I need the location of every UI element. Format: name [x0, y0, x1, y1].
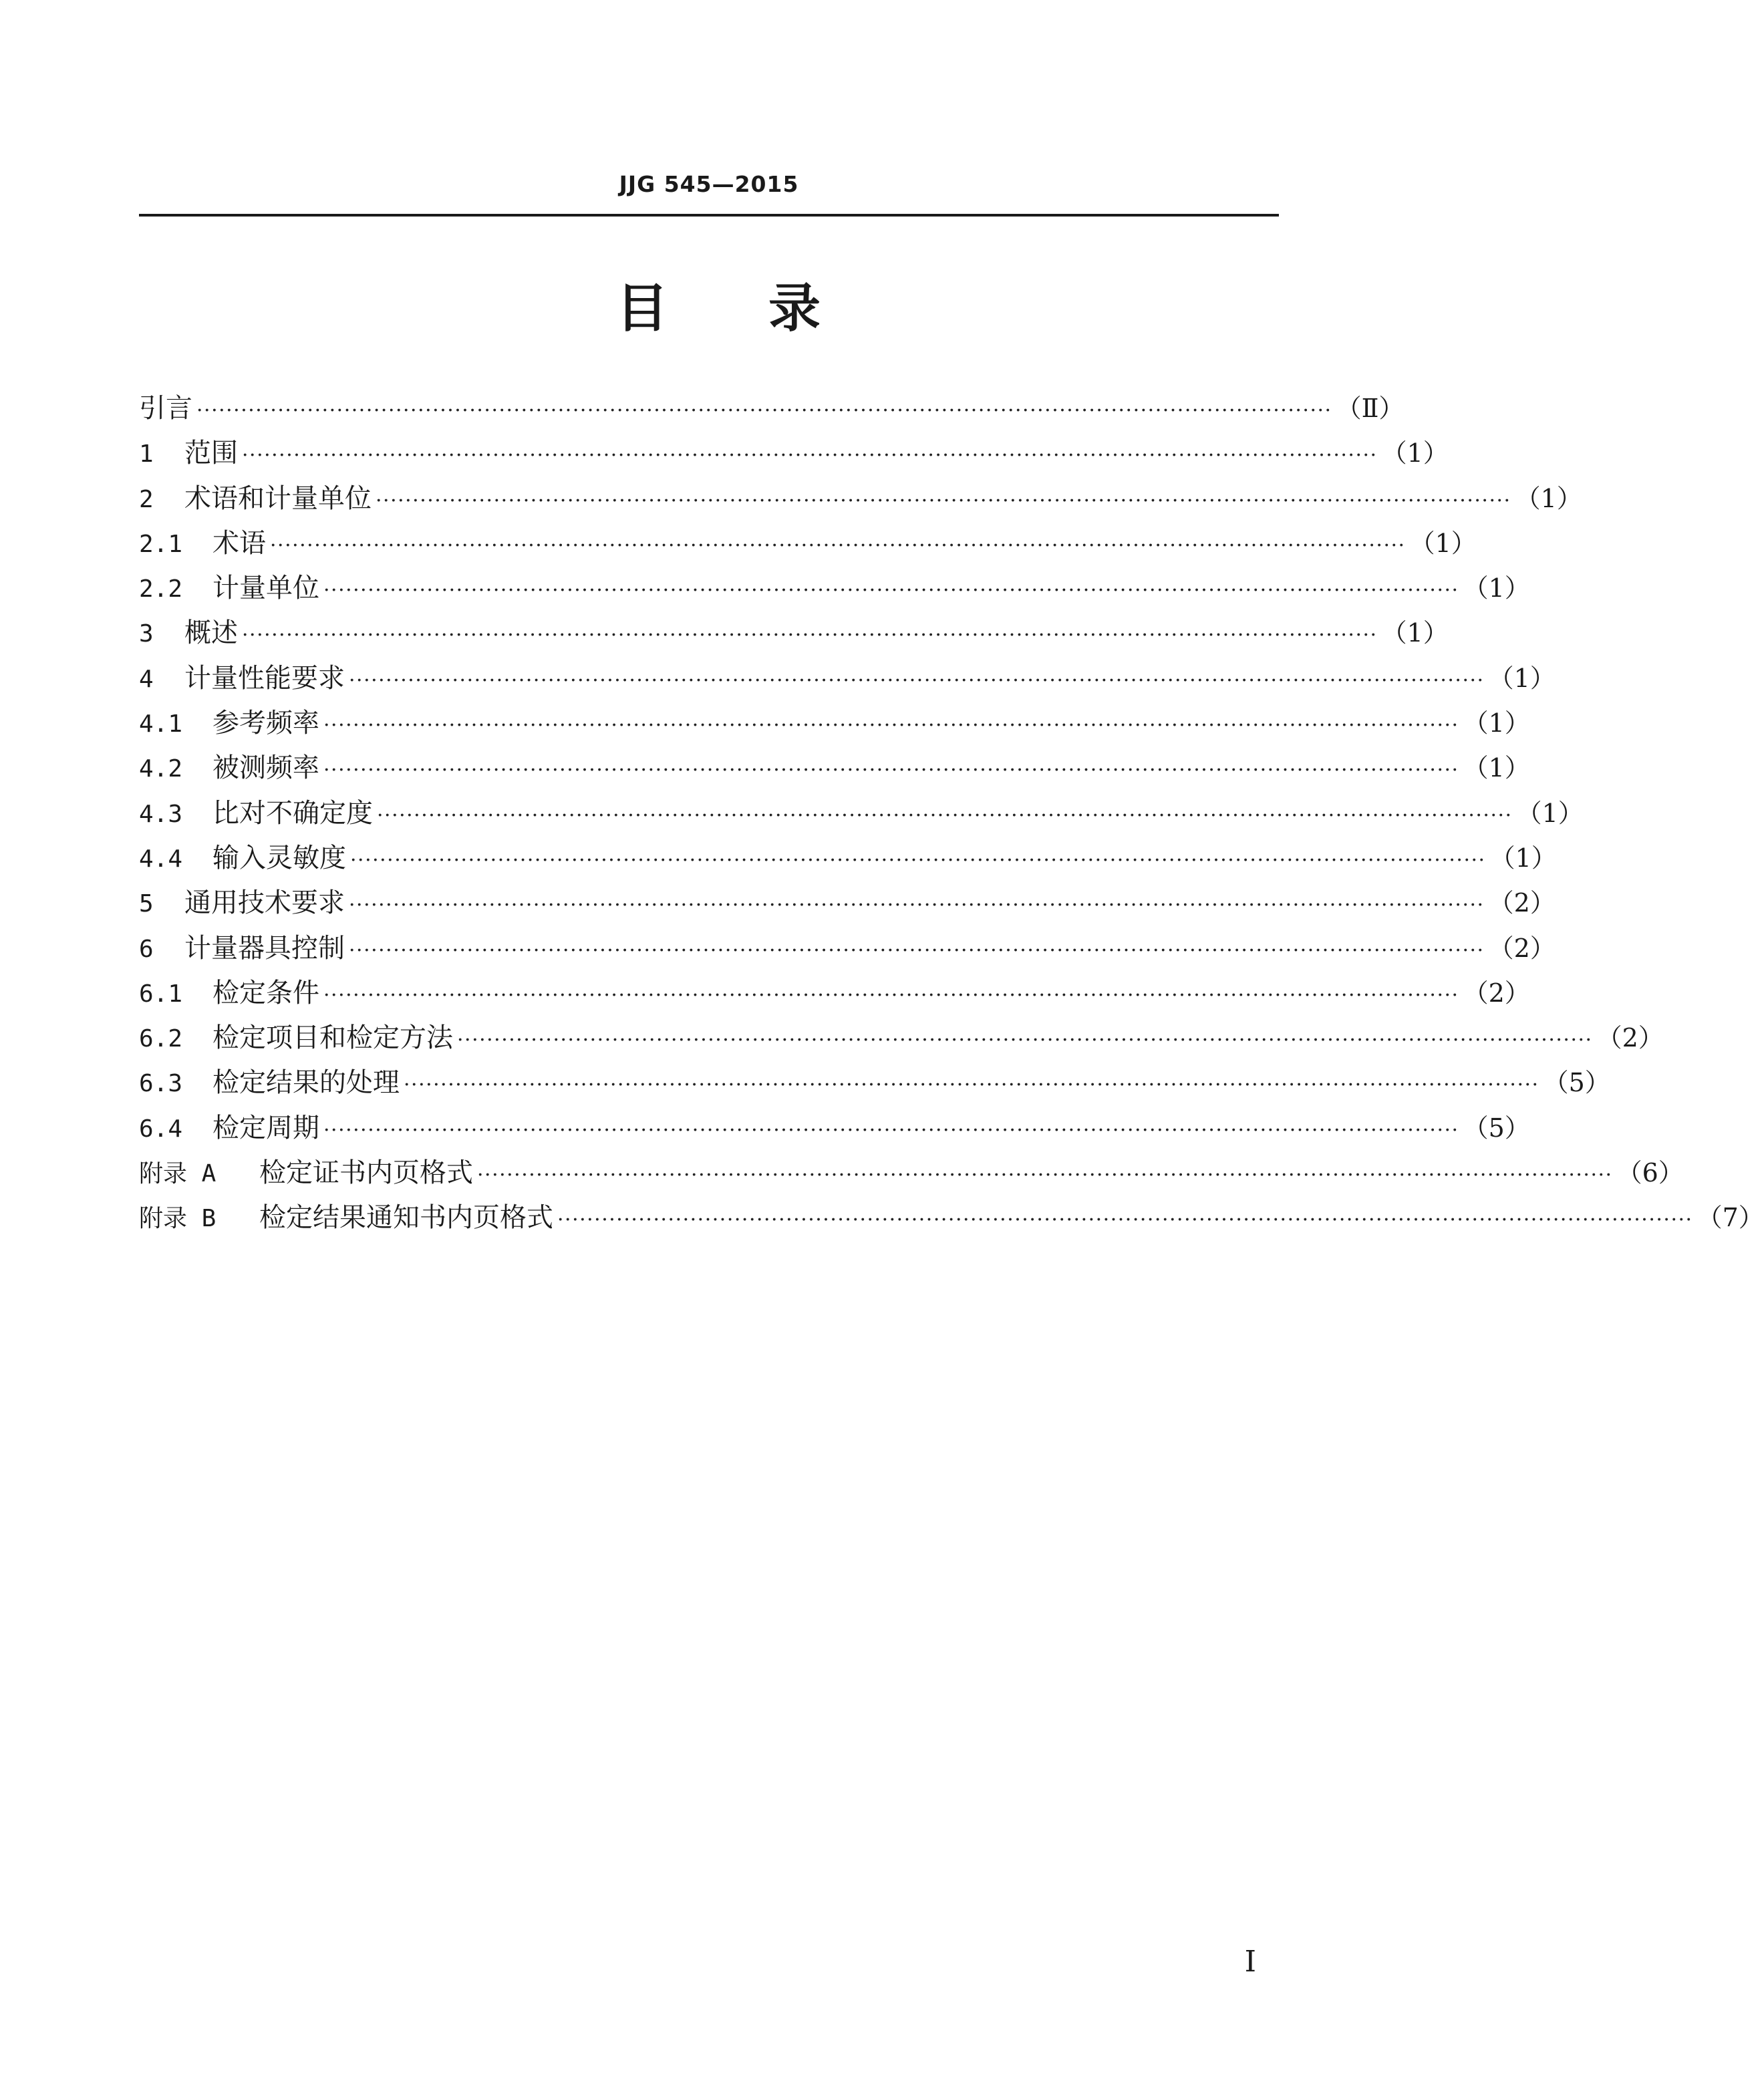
- toc-entry-number: 附录 A: [139, 1160, 216, 1188]
- toc-entry-number: 6.1: [139, 980, 183, 1008]
- toc-entry-page: （7）: [1697, 1203, 1764, 1233]
- toc-entry-4[interactable]: [139, 656, 1556, 701]
- dot-leader: ··························································································································································: [457, 1028, 1593, 1053]
- toc-entry-page: （Ⅱ）: [1336, 394, 1405, 423]
- toc-entry-number: 4.2: [139, 755, 183, 783]
- toc-entry-page: （2）: [1488, 933, 1556, 963]
- toc-entry-page: （1）: [1489, 843, 1557, 873]
- toc-entry-4-1[interactable]: [139, 701, 1530, 746]
- toc-entry-number: 6.4: [139, 1115, 183, 1143]
- dot-leader: ··························································································································································: [242, 623, 1378, 648]
- toc-entry-page: （1）: [1381, 618, 1449, 648]
- dot-leader: ··························································································································································: [323, 579, 1459, 603]
- toc-entry-page: （5）: [1543, 1068, 1610, 1098]
- toc-entry-title: 检定结果的处理: [212, 1067, 400, 1099]
- toc-entry-6[interactable]: [139, 926, 1556, 971]
- toc-entry-number: 4.1: [139, 710, 183, 738]
- toc-entry-5[interactable]: [139, 881, 1556, 926]
- toc-entry-2[interactable]: [139, 476, 1582, 521]
- toc-entry-page: （1）: [1488, 663, 1556, 693]
- toc-entry-title: 检定条件: [212, 977, 319, 1008]
- dot-leader: ··························································································································································: [349, 668, 1485, 692]
- dot-leader: ··························································································································································: [377, 803, 1513, 827]
- toc-entry-title: 比对不确定度: [212, 797, 373, 829]
- toc-title-char: 录: [768, 279, 821, 339]
- dot-leader: ··························································································································································: [376, 489, 1511, 513]
- toc-entry-page: （1）: [1515, 483, 1582, 513]
- toc-entry-4-2[interactable]: [139, 746, 1530, 791]
- toc-entry-appendix-b[interactable]: [139, 1196, 1764, 1240]
- dot-leader: ··························································································································································: [323, 714, 1459, 738]
- toc-entry-number: 6.2: [139, 1025, 183, 1053]
- toc-entry-6-4[interactable]: [139, 1106, 1530, 1151]
- toc-title: [0, 275, 1437, 342]
- dot-leader: ··························································································································································: [323, 758, 1459, 783]
- dot-leader: ··························································································································································: [270, 533, 1406, 557]
- toc-entry-number: 2.1: [139, 530, 183, 558]
- toc-entry-title: 检定项目和检定方法: [212, 1022, 453, 1054]
- toc-entry-number: 2.2: [139, 575, 183, 603]
- toc-entry-page: （2）: [1463, 978, 1530, 1008]
- toc-entry-6-3[interactable]: [139, 1061, 1610, 1105]
- dot-leader: ··························································································································································: [557, 1208, 1693, 1232]
- toc-entry-title: 输入灵敏度: [212, 842, 346, 873]
- toc-entry-4-3[interactable]: [139, 791, 1584, 836]
- toc-entry-introduction[interactable]: [139, 386, 1405, 431]
- toc-entry-number: 5: [139, 890, 154, 918]
- dot-leader: ··························································································································································: [404, 1073, 1539, 1097]
- dot-leader: ··························································································································································: [323, 1118, 1459, 1142]
- toc-entry-title: 检定证书内页格式: [259, 1157, 473, 1189]
- dot-leader: ··························································································································································: [350, 848, 1486, 872]
- toc-entry-page: （5）: [1463, 1113, 1530, 1143]
- dot-leader: ··························································································································································: [477, 1163, 1613, 1188]
- toc-entry-title: 概述: [184, 617, 238, 649]
- toc-entry-number: 6: [139, 935, 154, 963]
- toc-entry-page: （2）: [1596, 1023, 1664, 1053]
- toc-entry-4-4[interactable]: [139, 836, 1557, 881]
- toc-entry-page: （1）: [1463, 573, 1530, 603]
- dot-leader: ··························································································································································: [323, 983, 1459, 1007]
- toc-entry-number: 1: [139, 440, 154, 468]
- toc-entry-page: （1）: [1463, 753, 1530, 783]
- dot-leader: ··························································································································································: [242, 444, 1378, 468]
- toc-entry-1[interactable]: [139, 431, 1449, 476]
- toc-entry-3[interactable]: [139, 611, 1449, 656]
- toc-entry-title: 计量性能要求: [184, 662, 345, 694]
- toc-entry-appendix-a[interactable]: [139, 1151, 1684, 1196]
- dot-leader: ··························································································································································: [196, 399, 1332, 422]
- toc-entry-number: 附录 B: [139, 1205, 216, 1233]
- toc-entry-page: （1）: [1516, 798, 1584, 828]
- toc-entry-page: （2）: [1488, 888, 1556, 918]
- toc-entry-title: 术语: [212, 527, 266, 559]
- toc-entry-2-1[interactable]: [139, 521, 1477, 566]
- toc-entry-page: （1）: [1409, 528, 1477, 558]
- toc-entry-number: 4: [139, 665, 154, 693]
- toc-entry-2-2[interactable]: [139, 566, 1530, 611]
- dot-leader: ··························································································································································: [349, 893, 1485, 918]
- toc-entry-title: 参考频率: [212, 708, 319, 739]
- toc-entry-title: 计量器具控制: [184, 932, 345, 964]
- toc-entry-number: 3: [139, 620, 154, 648]
- dot-leader: ··························································································································································: [349, 938, 1485, 962]
- toc-entry-6-2[interactable]: [139, 1016, 1664, 1061]
- toc-entry-page: （6）: [1616, 1158, 1684, 1188]
- toc-entry-title: 通用技术要求: [184, 887, 345, 919]
- document-code: JJG 545—2015: [619, 171, 799, 197]
- toc-entry-page: （1）: [1381, 438, 1449, 468]
- toc-title-char: 目: [615, 279, 668, 339]
- toc-entry-6-1[interactable]: [139, 971, 1530, 1016]
- toc-entry-number: 6.3: [139, 1070, 183, 1098]
- toc-entry-title: 检定结果通知书内页格式: [259, 1202, 553, 1234]
- page-header: [139, 171, 1279, 217]
- toc-entry-title: 计量单位: [212, 573, 319, 604]
- toc-entry-page: （1）: [1463, 708, 1530, 738]
- toc-entry-title: 术语和计量单位: [184, 482, 372, 514]
- toc-entry-title: 被测频率: [212, 752, 319, 784]
- table-of-contents: [139, 386, 1764, 1241]
- toc-entry-title: 范围: [184, 438, 238, 469]
- toc-entry-number: 2: [139, 485, 154, 513]
- toc-entry-title: 检定周期: [212, 1112, 319, 1143]
- toc-entry-number: 4.4: [139, 845, 183, 873]
- toc-entry-title: 引言: [139, 393, 192, 424]
- page-number: I: [1244, 1945, 1256, 1979]
- toc-entry-number: 4.3: [139, 800, 183, 828]
